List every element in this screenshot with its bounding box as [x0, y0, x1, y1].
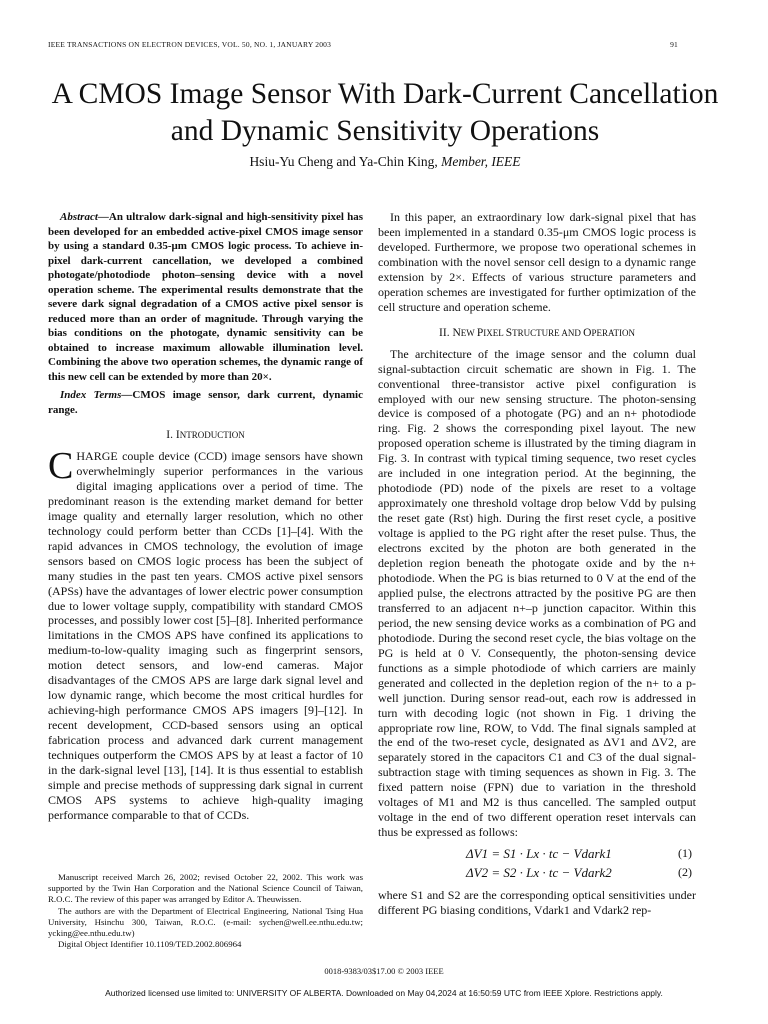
author-names: Hsiu-Yu Cheng and Ya-Chin King, [249, 154, 438, 169]
equation-1 [378, 846, 696, 865]
license-notice: Authorized licensed use limited to: UNIVERSITY OF ALBERTA. Downloaded on May 04,2024 at 16:50:59 UTC from IEEE Xplore. Restrictions apply. [105, 988, 663, 998]
abstract [48, 210, 363, 384]
footnote-manuscript: Manuscript received March 26, 2002; revised October 22, 2002. This work was supported by the Twin Han Corporation and the National Science Council of Taiwan, R.O.C. The review of this paper was arranged by Editor A. Theuwissen. [48, 872, 363, 905]
copyright-line: 0018-9383/03$17.00 © 2003 IEEE [324, 966, 444, 976]
paper-title: A CMOS Image Sensor With Dark-Current Cancellation and Dynamic Sensitivity Operations [51, 78, 719, 147]
equation-expression: ΔV2 = S2 · Lx · tc − Vdark2 [466, 865, 612, 881]
index-terms-text: CMOS image sensor, dark current, dynamic range. [48, 389, 363, 416]
running-header [48, 40, 678, 49]
authors-line [0, 154, 768, 170]
abstract-label: Abstract— [60, 211, 109, 223]
equation-number: (1) [678, 846, 692, 861]
after-equation-text: where S1 and S2 are the corresponding optical sensitivities under different PG biasing conditions, Vdark1 and Vdark2 rep- [378, 888, 696, 918]
equation-number: (2) [678, 865, 692, 880]
intro-paragraph [48, 445, 363, 823]
equation-expression: ΔV1 = S1 · Lx · tc − Vdark1 [466, 846, 612, 862]
page-number: 91 [670, 40, 678, 49]
equation-2 [378, 865, 696, 884]
section-heading-introduction: I. INTRODUCTION [166, 429, 245, 441]
footnote [48, 872, 363, 950]
abstract-text: An ultralow dark-signal and high-sensitivity pixel has been developed for an embedded active-pixel CMOS image sensor by using a standard 0.35-μm CMOS logic process. To achieve in-pixel dark-current cancellation, we developed a combined photogate/photodiode photon–sensing device with a novel operation scheme. The experimental results demonstrate that the severe dark signal degradation of a CMOS active pixel sensor is reduced more than an order of magnitude. Through varying the bias conditions on the photogate, dynamic sensitivity can be obtained to increase maximum allowable illumination level. Combining the above two operation schemes, the dynamic range of this new cell can be extended by more than 20×. [48, 211, 363, 383]
journal-line: IEEE TRANSACTIONS ON ELECTRON DEVICES, VOL. 50, NO. 1, JANUARY 2003 [48, 40, 332, 49]
index-terms [48, 388, 363, 417]
right-column [378, 210, 696, 918]
author-membership: Member, IEEE [441, 154, 521, 169]
drop-cap: C [48, 445, 74, 487]
footnote-doi: Digital Object Identifier 10.1109/TED.2002.806964 [58, 939, 242, 950]
section2-paragraph: The architecture of the image sensor and the column dual signal-subtaction circuit schematic are shown in Fig. 1. The conventional three-transistor active pixel configuration is employed with our new sensing structure. The photon-sensing device is composed of a photogate (PG) and an n+ photodiode ring. Fig. 2 shows the corresponding pixel layout. The new proposed operation scheme is illustrated by the timing diagram in Fig. 3. In contrast with typical timing sequence, two reset cycles are included in one integration period. At the beginning, the photodiode (PD) node of the pixels are reset to a voltage approximately one threshold voltage drop below Vdd by pulsing the reset gate (Rst) high. During the first reset cycle, a positive voltage is applied to the PG right after the reset pulse. Thus, the electrons excited by the photon are both generated in the depletion region beneath the photogate oxide and by the n+ photodiode. When the PG is bias returned to 0 V at the end of the applied pulse, the electrons attracted by the positive PG are then transferred to an adjacent n+–p junction capacitor. Within this period, the new sensing device works as a combination of PG and photodiode. During the second reset cycle, the bias voltage on the PG is held at 0 V. Consequently, the photon-sensing device functions as a simple photodiode of which carriers are mainly generated and collected in the depletion region of the n+ to a p-well junction. During sensor read-out, each row is addressed in turn with decoding logic (not shown in Fig. 1 driving the appropriate row line, ROW, to Vdd. The final signals sampled at the end of the two-reset cycle, designated as ΔV1 and ΔV2, are separately stored in the capacitors C1 and C3 of the dual signal-subtraction stage with timing sequences as shown in Fig. 3. The fixed pattern noise (FPN) due to variation in the threshold voltages of M1 and M2 is thus cancelled. The sampled output voltage in the end of two different operation reset intervals can thus be expressed as follows: [378, 346, 696, 840]
intro-text: HARGE couple device (CCD) image sensors have shown overwhelmingly superior performances in the various digital imaging applications over a period of time. The predominant reason is the extending market demand for better image quality and eternally larger resolution, which no other technology could perform better than CCDs [1]–[4]. With the rapid advances in CMOS technology, the evolution of image sensors based on CMOS logic process has been the subject of many studies in the past ten years. CMOS active pixel sensors (APSs) have the advantages of lower electric power consumption due to lower voltage supply, compatibility with standard CMOS processes, and possibly lower cost [5]–[8]. Inherited performance limitations in the CMOS APS have confined its applications to medium-to-low-quality imaging such as fingerprint sensors, motion detect sensors, and low-end cameras. Major disadvantages of the CMOS APS are large dark signal level and low dynamic range, which become the most critical hurdles for achieving-high performance CMOS APS imagers [9]–[12]. In recent development, CCD-based sensors using an optical fabrication process and advanced dark current management techniques outperform the CMOS APS by at least a factor of 10 in the dark-signal level [13], [14]. It is thus essential to establish simple and precise methods of suppressing dark signal in current CMOS APS systems to achieve high-quality imaging performance comparable to that of CCDs. [48, 449, 363, 822]
footnote-affiliation: The authors are with the Department of Electrical Engineering, National Tsing Hua University, Hsinchu 300, Taiwan, R.O.C. (e-mail: sychen@well.ee.nthu.edu.tw; ycking@ee.nthu.edu.tw) [48, 905, 363, 939]
left-column [48, 210, 363, 823]
section-heading-pixel-structure: II. NEW PIXEL STRUCTURE AND OPERATION [439, 326, 635, 339]
intro-continuation: In this paper, an extraordinary low dark-signal pixel that has been implemented in a standard 0.35-μm CMOS logic process is developed. Furthermore, we propose two operational schemes in combination with the novel sensor cell design to a dynamic range extension by 2×. Effects of various structure parameters and operation schemes are investigated for further optimization of the cell structure and operation scheme. [378, 210, 696, 314]
index-terms-label: Index Terms— [60, 389, 133, 401]
